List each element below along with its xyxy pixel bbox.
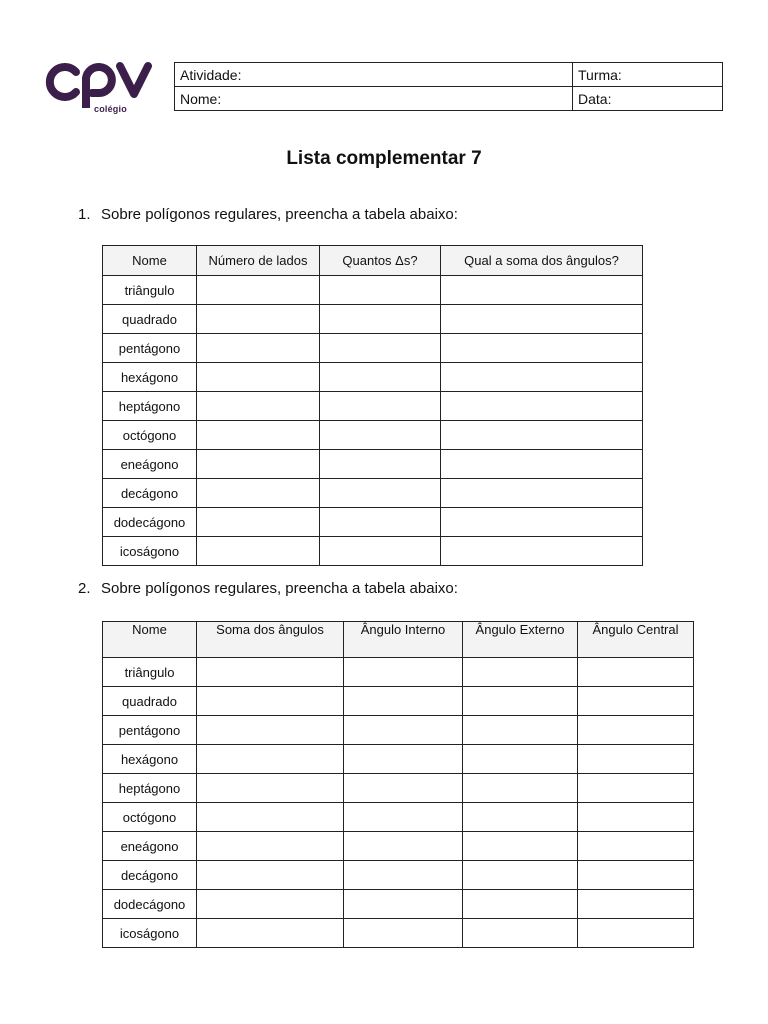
table-row [103, 658, 694, 687]
cpv-logo-mark [36, 58, 156, 108]
answer-cell[interactable] [197, 479, 320, 508]
table-row [103, 305, 643, 334]
column-header: Quantos Δs? [320, 246, 441, 276]
question-number: 1. [78, 206, 91, 223]
answer-cell[interactable] [463, 919, 578, 948]
polygon-name-cell: triângulo [103, 658, 197, 687]
answer-cell[interactable] [320, 392, 441, 421]
table-row [103, 861, 694, 890]
turma-field[interactable]: Turma: [573, 63, 723, 87]
table-row [103, 774, 694, 803]
answer-cell[interactable] [441, 363, 643, 392]
answer-cell[interactable] [578, 832, 694, 861]
table-row [103, 716, 694, 745]
answer-cell[interactable] [320, 421, 441, 450]
answer-cell[interactable] [197, 803, 344, 832]
answer-cell[interactable] [463, 658, 578, 687]
question-number: 2. [78, 580, 91, 597]
answer-cell[interactable] [344, 919, 463, 948]
answer-cell[interactable] [197, 919, 344, 948]
table-header-row [103, 246, 643, 276]
answer-cell[interactable] [441, 450, 643, 479]
answer-cell[interactable] [344, 658, 463, 687]
table-row [103, 334, 643, 363]
atividade-field[interactable]: Atividade: [175, 63, 573, 87]
polygon-name-cell: decágono [103, 479, 197, 508]
table-row [103, 803, 694, 832]
answer-cell[interactable] [344, 890, 463, 919]
polygon-name-cell: eneágono [103, 832, 197, 861]
table-row [103, 421, 643, 450]
answer-cell[interactable] [197, 774, 344, 803]
answer-cell[interactable] [463, 890, 578, 919]
polygon-name-cell: hexágono [103, 363, 197, 392]
polygon-name-cell: pentágono [103, 334, 197, 363]
answer-cell[interactable] [441, 305, 643, 334]
answer-cell[interactable] [578, 745, 694, 774]
question-text: Sobre polígonos regulares, preencha a tabela abaixo: [101, 580, 458, 597]
table-row [103, 832, 694, 861]
answer-cell[interactable] [344, 745, 463, 774]
table-row [103, 479, 643, 508]
polygon-name-cell: pentágono [103, 716, 197, 745]
page-title: Lista complementar 7 [286, 148, 482, 169]
answer-cell[interactable] [197, 890, 344, 919]
data-field[interactable]: Data: [573, 87, 723, 111]
column-header: Nome [103, 246, 197, 276]
polygon-name-cell: quadrado [103, 305, 197, 334]
answer-cell[interactable] [578, 687, 694, 716]
answer-cell[interactable] [320, 508, 441, 537]
polygon-name-cell: icoságono [103, 537, 197, 566]
answer-cell[interactable] [441, 479, 643, 508]
answer-cell[interactable] [463, 861, 578, 890]
answer-cell[interactable] [197, 745, 344, 774]
column-header: Número de lados [197, 246, 320, 276]
question-text: Sobre polígonos regulares, preencha a tabela abaixo: [101, 206, 458, 223]
table-header-row [103, 622, 694, 658]
answer-cell[interactable] [441, 334, 643, 363]
answer-cell[interactable] [197, 658, 344, 687]
answer-cell[interactable] [197, 537, 320, 566]
column-header: Nome [103, 622, 197, 658]
column-header: Ângulo Interno [344, 622, 463, 658]
answer-cell[interactable] [463, 832, 578, 861]
table-row [103, 450, 643, 479]
polygon-name-cell: dodecágono [103, 508, 197, 537]
answer-cell[interactable] [197, 832, 344, 861]
answer-cell[interactable] [463, 716, 578, 745]
answer-cell[interactable] [197, 334, 320, 363]
answer-cell[interactable] [197, 450, 320, 479]
table-row [103, 363, 643, 392]
answer-cell[interactable] [344, 716, 463, 745]
table-row [103, 919, 694, 948]
answer-cell[interactable] [578, 890, 694, 919]
polygon-name-cell: hexágono [103, 745, 197, 774]
answer-cell[interactable] [197, 305, 320, 334]
answer-cell[interactable] [463, 774, 578, 803]
answer-cell[interactable] [320, 479, 441, 508]
answer-cell[interactable] [578, 803, 694, 832]
header-info-box [174, 62, 723, 111]
answer-cell[interactable] [441, 508, 643, 537]
answer-cell[interactable] [344, 803, 463, 832]
polygon-table-1 [102, 245, 643, 566]
answer-cell[interactable] [463, 803, 578, 832]
table-row [103, 392, 643, 421]
polygon-name-cell: octógono [103, 803, 197, 832]
answer-cell[interactable] [578, 919, 694, 948]
table-row [103, 508, 643, 537]
answer-cell[interactable] [441, 276, 643, 305]
question-2 [78, 580, 458, 597]
answer-cell[interactable] [578, 774, 694, 803]
answer-cell[interactable] [197, 716, 344, 745]
answer-cell[interactable] [197, 861, 344, 890]
answer-cell[interactable] [344, 774, 463, 803]
answer-cell[interactable] [197, 508, 320, 537]
cpv-logo [36, 58, 156, 118]
answer-cell[interactable] [197, 392, 320, 421]
table-row [103, 537, 643, 566]
polygon-name-cell: quadrado [103, 687, 197, 716]
answer-cell[interactable] [578, 716, 694, 745]
polygon-name-cell: triângulo [103, 276, 197, 305]
answer-cell[interactable] [344, 687, 463, 716]
polygon-name-cell: dodecágono [103, 890, 197, 919]
answer-cell[interactable] [441, 421, 643, 450]
nome-field[interactable]: Nome: [175, 87, 573, 111]
answer-cell[interactable] [197, 363, 320, 392]
answer-cell[interactable] [197, 421, 320, 450]
polygon-name-cell: octógono [103, 421, 197, 450]
answer-cell[interactable] [320, 334, 441, 363]
answer-cell[interactable] [320, 363, 441, 392]
column-header: Qual a soma dos ângulos? [441, 246, 643, 276]
polygon-table-2 [102, 621, 694, 948]
answer-cell[interactable] [441, 392, 643, 421]
polygon-name-cell: eneágono [103, 450, 197, 479]
answer-cell[interactable] [463, 687, 578, 716]
answer-cell[interactable] [344, 832, 463, 861]
column-header: Ângulo Externo [463, 622, 578, 658]
question-1 [78, 206, 458, 223]
table-row [103, 687, 694, 716]
answer-cell[interactable] [344, 861, 463, 890]
answer-cell[interactable] [320, 537, 441, 566]
table-row [103, 276, 643, 305]
answer-cell[interactable] [320, 450, 441, 479]
answer-cell[interactable] [578, 861, 694, 890]
answer-cell[interactable] [463, 745, 578, 774]
answer-cell[interactable] [578, 658, 694, 687]
logo-subtitle: colégio [94, 104, 127, 114]
column-header: Soma dos ângulos [197, 622, 344, 658]
answer-cell[interactable] [441, 537, 643, 566]
polygon-name-cell: decágono [103, 861, 197, 890]
table-row [103, 745, 694, 774]
polygon-name-cell: icoságono [103, 919, 197, 948]
answer-cell[interactable] [197, 687, 344, 716]
polygon-name-cell: heptágono [103, 392, 197, 421]
answer-cell[interactable] [320, 276, 441, 305]
polygon-name-cell: heptágono [103, 774, 197, 803]
table-row [103, 890, 694, 919]
column-header: Ângulo Central [578, 622, 694, 658]
answer-cell[interactable] [320, 305, 441, 334]
answer-cell[interactable] [197, 276, 320, 305]
